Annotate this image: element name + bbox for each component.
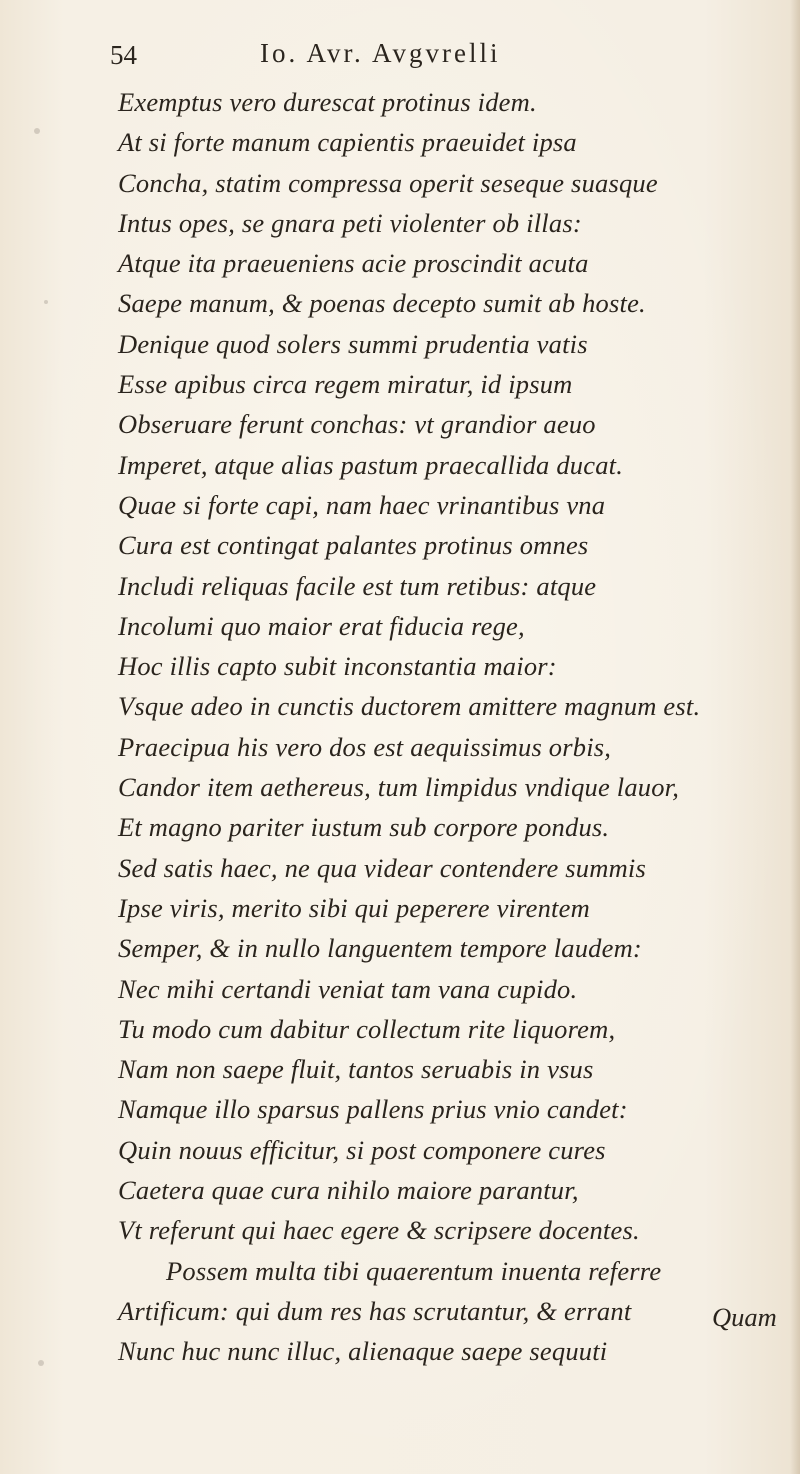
page-header <box>110 36 710 76</box>
verse-line: Vt referunt qui haec egere & scripsere docentes. <box>118 1215 640 1246</box>
verse-line: Includi reliquas facile est tum retibus: atque <box>118 570 597 601</box>
verse-line: Caetera quae cura nihilo maiore parantur, <box>118 1175 579 1206</box>
verse-line: Namque illo sparsus pallens prius vnio candet: <box>118 1094 628 1125</box>
verse-line: Vsque adeo in cunctis ductorem amittere magnum est. <box>118 691 701 722</box>
page-number: 54 <box>110 40 137 70</box>
verse-line: Cura est contingat palantes protinus omnes <box>118 530 589 561</box>
verse-line: At si forte manum capientis praeuidet ipsa <box>118 127 577 158</box>
verse-line: Sed satis haec, ne qua videar contendere summis <box>118 852 647 883</box>
verse-line: Quin nouus efficitur, si post componere cures <box>118 1134 606 1165</box>
verse-line: Praecipua his vero dos est aequissimus orbis, <box>118 731 612 762</box>
verse-block <box>118 82 798 1372</box>
verse-line: Saepe manum, & poenas decepto sumit ab hoste. <box>118 288 646 319</box>
verse-line: Atque ita praeueniens acie proscindit acuta <box>118 248 589 279</box>
catchword: Quam <box>712 1302 777 1332</box>
verse-line: Ipse viris, merito sibi qui peperere virentem <box>118 892 590 923</box>
verse-line: Semper, & in nullo languentem tempore laudem: <box>118 933 642 964</box>
verse-line: Et magno pariter iustum sub corpore pondus. <box>118 812 610 843</box>
verse-line: Quae si forte capi, nam haec vrinantibus vna <box>118 489 606 520</box>
verse-line: Nam non saepe fluit, tantos seruabis in vsus <box>118 1054 594 1085</box>
running-head: Io. Avr. Avgvrelli <box>260 38 501 68</box>
verse-line: Intus opes, se gnara peti violenter ob illas: <box>118 207 582 238</box>
paper-speck <box>34 128 40 134</box>
verse-line: Denique quod solers summi prudentia vatis <box>118 328 588 359</box>
verse-line: Obseruare ferunt conchas: vt grandior aeuo <box>118 409 596 440</box>
verse-line: Incolumi quo maior erat fiducia rege, <box>118 610 525 641</box>
paper-speck <box>44 300 48 304</box>
verse-line: Nunc huc nunc illuc, alienaque saepe sequuti <box>118 1336 608 1367</box>
verse-line: Nec mihi certandi veniat tam vana cupido. <box>118 973 578 1004</box>
verse-line: Exemptus vero durescat protinus idem. <box>118 87 537 117</box>
paper-speck <box>38 1360 44 1366</box>
verse-line: Hoc illis capto subit inconstantia maior: <box>118 651 557 682</box>
verse-line: Artificum: qui dum res has scrutantur, & errant <box>118 1295 632 1326</box>
verse-line: Tu modo cum dabitur collectum rite liquorem, <box>118 1013 616 1044</box>
verse-line: Concha, statim compressa operit seseque suasque <box>118 167 658 198</box>
verse-line: Esse apibus circa regem miratur, id ipsum <box>118 369 573 400</box>
verse-line: Candor item aethereus, tum limpidus vndique lauor, <box>118 772 680 803</box>
verse-line: Possem multa tibi quaerentum inuenta referre <box>166 1255 662 1286</box>
verse-line: Imperet, atque alias pastum praecallida ducat. <box>118 449 624 480</box>
